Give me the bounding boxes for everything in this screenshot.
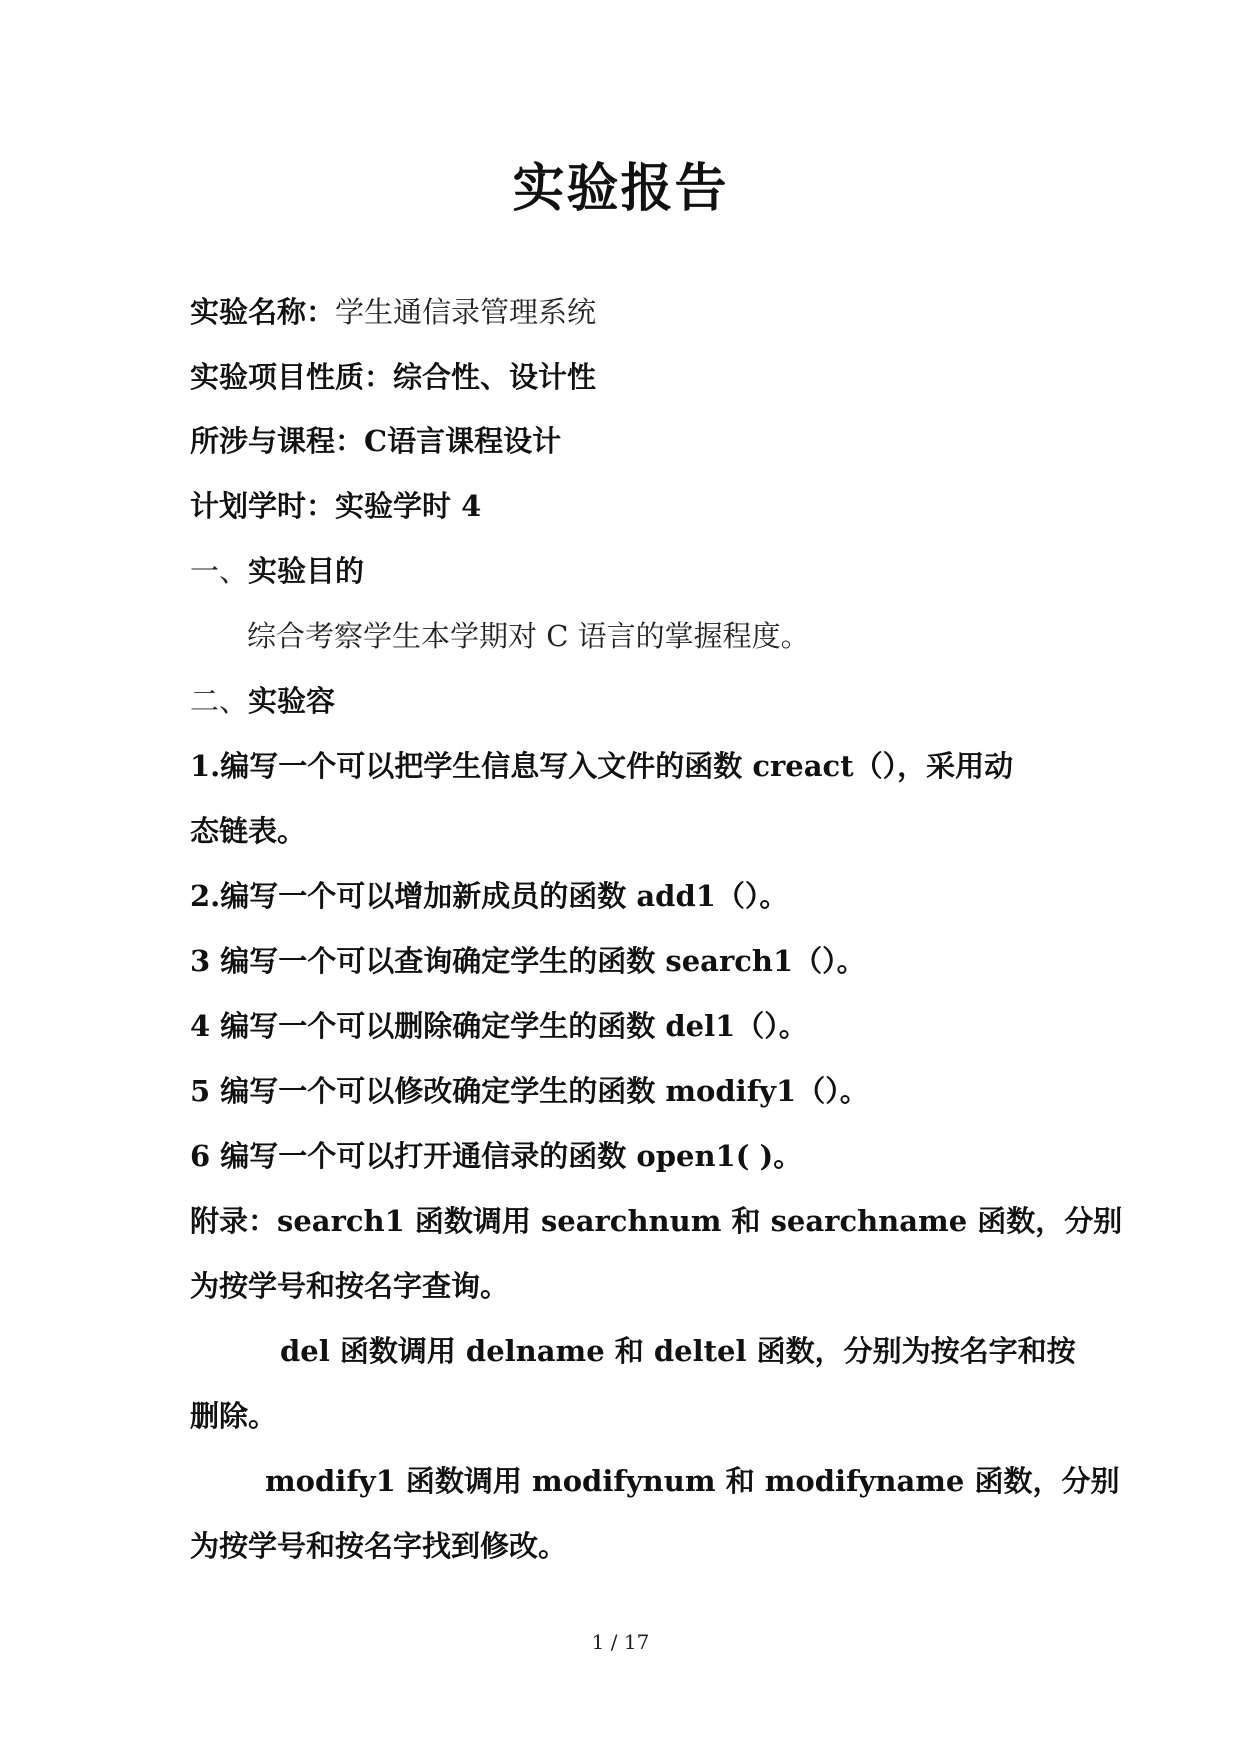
page-number: 1 / 17 [591,1630,650,1654]
content-item-5: 5 编写一个可以修改确定学生的函数 modify1（）。 [190,1074,869,1108]
document-title: 实验报告 [512,158,729,219]
content-item-3: 3 编写一个可以查询确定学生的函数 search1（）。 [190,944,866,978]
appendix-line-6: 为按学号和按名字找到修改。 [190,1529,568,1563]
course-line: 所涉与课程：C语言课程设计 [190,424,562,458]
planned-hours-line: 计划学时：实验学时 4 [190,489,482,523]
experiment-nature-line: 实验项目性质：综合性、设计性 [190,360,597,394]
appendix-line-1: 附录：search1 函数调用 searchnum 和 searchname 函数，分别 [190,1204,1123,1238]
section2-heading [190,684,1061,719]
appendix-line-5: modify1 函数调用 modifynum 和 modifyname 函数，分别 [265,1464,1120,1498]
appendix-line-2: 为按学号和按名字查询。 [190,1269,510,1303]
content-item-4: 4 编写一个可以删除确定学生的函数 del1（）。 [190,1009,808,1043]
content-item-1: 1.编写一个可以把学生信息写入文件的函数 creact（），采用动 [190,749,1014,783]
appendix-line-4: 删除。 [190,1399,278,1433]
content-item-2: 2.编写一个可以增加新成员的函数 add1（）。 [190,879,789,913]
appendix-line-3: del 函数调用 delname 和 deltel 函数，分别为按名字和按 [280,1334,1076,1368]
section1-body: 综合考察学生本学期对 C 语言的掌握程度。 [247,619,810,653]
section1-heading-prefix: 一、 [190,554,249,588]
section1-heading-text: 实验目的 [248,554,365,588]
section2-heading-text: 实验容 [248,684,336,718]
experiment-name-value: 学生通信录管理系统 [335,295,597,329]
experiment-name-label: 实验名称： [190,295,336,329]
content-item-6: 6 编写一个可以打开通信录的函数 open1( )。 [190,1139,803,1173]
section2-heading-prefix: 二、 [190,684,249,718]
experiment-name-line [190,295,1061,330]
section1-heading [190,554,1061,589]
content-item-1-cont: 态链表。 [190,814,307,848]
